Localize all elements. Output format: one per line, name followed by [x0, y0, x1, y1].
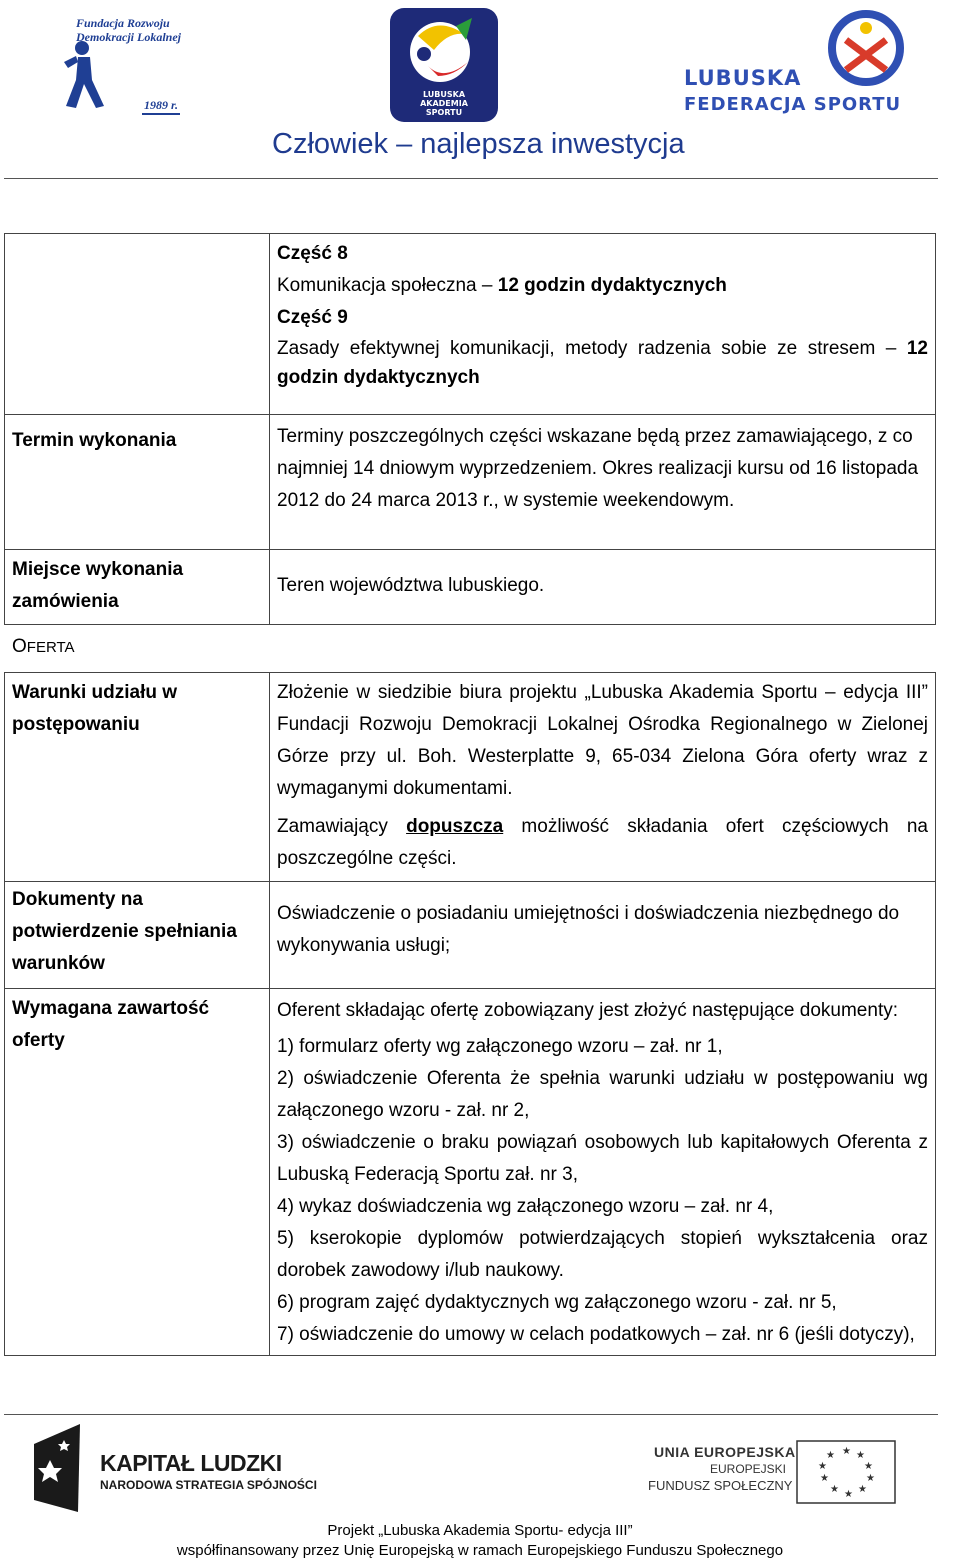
list-item: 3) oświadczenie o braku powiązań osobowych lub kapitałowych Oferenta z Lubuską Federacją Sportu zał. nr 3,: [277, 1132, 928, 1185]
zawartosc-label: Wymagana zawartość oferty: [5, 989, 270, 1356]
part9-line: [277, 334, 928, 392]
warunki-text: Złożenie w siedzibie biura projektu „Lubuska Akademia Sportu – edycja III” Fundacji Rozwoju Demokracji Lokalnej Ośrodka Regionalnego w Zielonej Górze przy ul. Boh. Westerplatte 9, 65-034 Zielona Góra oferty wraz z wymaganymi dokumentami.: [277, 682, 928, 799]
parts-cell: [270, 234, 936, 415]
termin-row: [5, 415, 936, 550]
lfs-logo-line2: FEDERACJA SPORTU: [684, 94, 902, 115]
part9-hours: 12 godzin dydaktycznych: [277, 338, 928, 388]
dokumenty-text: Oświadczenie o posiadaniu umiejętności i doświadczenia niezbędnego do wykonywania usługi;: [270, 882, 936, 989]
zawartosc-intro: Oferent składając ofertę zobowiązany jest złożyć następujące dokumenty:: [277, 1000, 898, 1021]
svg-text:★: ★: [864, 1461, 873, 1472]
termin-label: Termin wykonania: [5, 415, 270, 550]
termin-text: Terminy poszczególnych części wskazane będą przez zamawiającego, z co najmniej 14 dniowym wyprzedzeniem. Okres realizacji kursu od 16 listopada 2012 do 24 marca 2013 r., w systemie weekendowym.: [270, 415, 936, 550]
partial-post: możliwość składania ofert częściowych na poszczególne części.: [277, 816, 928, 869]
svg-text:★: ★: [842, 1446, 851, 1457]
zawartosc-row: [5, 989, 936, 1356]
svg-text:★: ★: [858, 1484, 867, 1495]
warunki-cell: [270, 673, 936, 882]
part8-title: Część 8: [277, 243, 348, 264]
part9-title: Część 9: [277, 307, 348, 328]
svg-text:★: ★: [856, 1450, 865, 1461]
partial-keyword: dopuszcza: [406, 816, 504, 837]
order-details-table: [4, 233, 936, 625]
dokumenty-label: Dokumenty na potwierdzenie spełniania warunków: [5, 882, 270, 989]
lfs-emblem-icon: [816, 10, 916, 90]
miejsce-label: Miejsce wykonania zamówienia: [5, 550, 270, 625]
las-logo-text: LUBUSKA AKADEMIA SPORTU: [420, 90, 468, 117]
frdl-logo-text: Fundacja Rozwoju Demokracji Lokalnej: [76, 16, 181, 44]
lfs-logo-line1: LUBUSKA: [684, 66, 802, 90]
zawartosc-cell: [270, 989, 936, 1356]
oferta-heading-rest: FERTA: [26, 639, 75, 656]
list-item: 1) formularz oferty wg załączonego wzoru – zał. nr 1,: [277, 1036, 723, 1057]
parts-label-cell: [5, 234, 270, 415]
list-item: 6) program zajęć dydaktycznych wg załączonego wzoru - zał. nr 5,: [277, 1292, 837, 1313]
part8-hours: 12 godzin dydaktycznych: [497, 275, 727, 296]
partial-pre: Zamawiający: [277, 816, 407, 837]
las-logo: [388, 6, 500, 124]
eu-flag-icon: [796, 1440, 896, 1504]
part9-subject: Zasady efektywnej komunikacji, metody radzenia sobie ze stresem –: [277, 338, 907, 359]
svg-text:★: ★: [818, 1461, 827, 1472]
offer-table: [4, 672, 936, 1356]
kl-line2: NARODOWA STRATEGIA SPÓJNOŚCI: [100, 1478, 317, 1492]
svg-text:★: ★: [820, 1473, 829, 1484]
list-item: 5) kserokopie dyplomów potwierdzających stopień wykształcenia oraz dorobek zawodowy i/lub naukowy.: [277, 1228, 928, 1281]
footer-project-line: Projekt „Lubuska Akademia Sportu- edycja III”: [327, 1522, 633, 1539]
eu-line2: EUROPEJSKI: [710, 1462, 787, 1476]
footer-cofinance-line: współfinansowany przez Unię Europejską w ramach Europejskiego Funduszu Społecznego: [176, 1542, 784, 1559]
eu-line1: UNIA EUROPEJSKA: [654, 1444, 796, 1460]
dokumenty-row: [5, 882, 936, 989]
header-slogan: Człowiek – najlepsza inwestycja: [272, 128, 685, 160]
list-item: 4) wykaz doświadczenia wg załączonego wzoru – zał. nr 4,: [277, 1196, 774, 1217]
list-item: 7) oświadczenie do umowy w celach podatkowych – zał. nr 6 (jeśli dotyczy),: [277, 1324, 915, 1345]
warunki-row: [5, 673, 936, 882]
svg-text:★: ★: [866, 1473, 875, 1484]
lfs-logo: [684, 10, 914, 120]
svg-text:★: ★: [830, 1484, 839, 1495]
eu-line3: FUNDUSZ SPOŁECZNY: [648, 1478, 793, 1493]
kapital-ludzki-emblem-icon: [28, 1420, 94, 1520]
zawartosc-list: [277, 1031, 928, 1351]
svg-text:★: ★: [826, 1450, 835, 1461]
frdl-logo-year: 1989 r.: [142, 98, 180, 115]
part8-line: [277, 270, 928, 302]
kl-line1: KAPITAŁ LUDZKI: [100, 1450, 282, 1476]
warunki-partial-offers: [277, 811, 928, 875]
frdl-logo: [56, 10, 186, 110]
eu-logo: [646, 1440, 946, 1510]
footer-divider: [4, 1414, 938, 1415]
oferta-heading: [12, 636, 75, 658]
warunki-label: Warunki udziału w postępowaniu: [5, 673, 270, 882]
part8-subject: Komunikacja społeczna –: [277, 275, 498, 296]
list-item: 2) oświadczenie Oferenta że spełnia warunki udziału w postępowaniu wg załączonego wzoru - zał. nr 2,: [277, 1068, 928, 1121]
header-divider: [4, 178, 938, 179]
parts-row: [5, 234, 936, 415]
kapital-ludzki-logo: [28, 1420, 328, 1520]
oferta-heading-initial: O: [12, 636, 27, 657]
miejsce-text: Teren województwa lubuskiego.: [270, 550, 936, 625]
miejsce-row: [5, 550, 936, 625]
svg-text:★: ★: [844, 1489, 853, 1500]
